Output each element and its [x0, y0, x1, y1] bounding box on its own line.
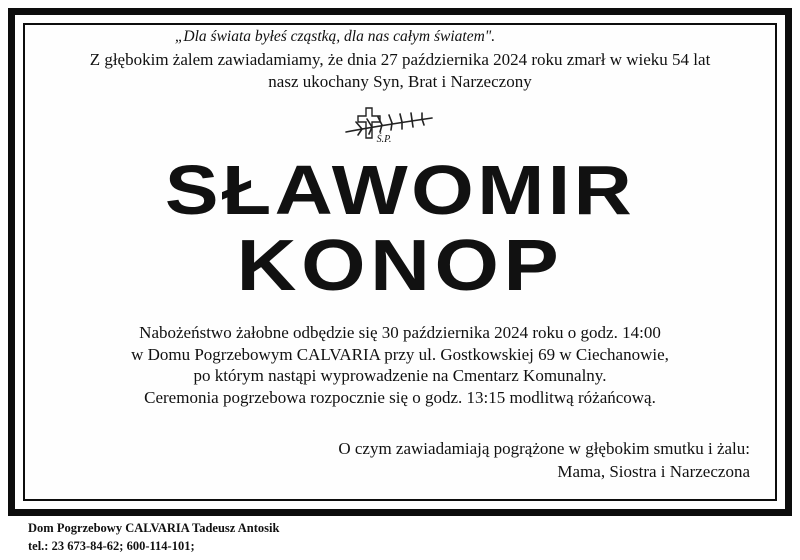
- service-details: [0, 322, 800, 408]
- deceased-last-name: KONOP: [236, 226, 564, 306]
- intro-text: [0, 49, 800, 93]
- service-line: po którym nastąpi wyprowadzenie na Cmentarz Komunalny.: [193, 366, 607, 385]
- funeral-home-footer: [28, 519, 279, 555]
- signoff-line-1: O czym zawiadamiają pogrążone w głębokim smutku i żalu:: [338, 439, 750, 458]
- service-line: Ceremonia pogrzebowa rozpocznie się o godz. 13:15 modlitwą różańcową.: [144, 387, 656, 407]
- funeral-home-phone: tel.: 23 673-84-62; 600-114-101;: [28, 539, 195, 553]
- family-signoff: [338, 437, 750, 483]
- service-line: Nabożeństwo żałobne odbędzie się 30 października 2024 roku o godz. 14:00: [139, 323, 661, 342]
- deceased-first-name: SŁAWOMIR: [164, 151, 636, 229]
- motto-quote: „Dla świata byłeś cząstką, dla nas całym światem".: [174, 28, 496, 45]
- intro-line-1: Z głębokim żalem zawiadamiamy, że dnia 27 października 2024 roku zmarł w wieku 54 lat: [89, 50, 711, 69]
- cross-palm-icon: [332, 104, 442, 154]
- service-line: w Domu Pogrzebowym CALVARIA przy ul. Gostkowskiej 69 w Ciechanowie,: [131, 344, 669, 364]
- signoff-line-2: Mama, Siostra i Narzeczona: [557, 462, 750, 481]
- intro-line-2: nasz ukochany Syn, Brat i Narzeczony: [268, 72, 532, 91]
- funeral-home-name: Dom Pogrzebowy CALVARIA Tadeusz Antosik: [28, 521, 280, 535]
- sp-label: Ś.P.: [376, 134, 392, 145]
